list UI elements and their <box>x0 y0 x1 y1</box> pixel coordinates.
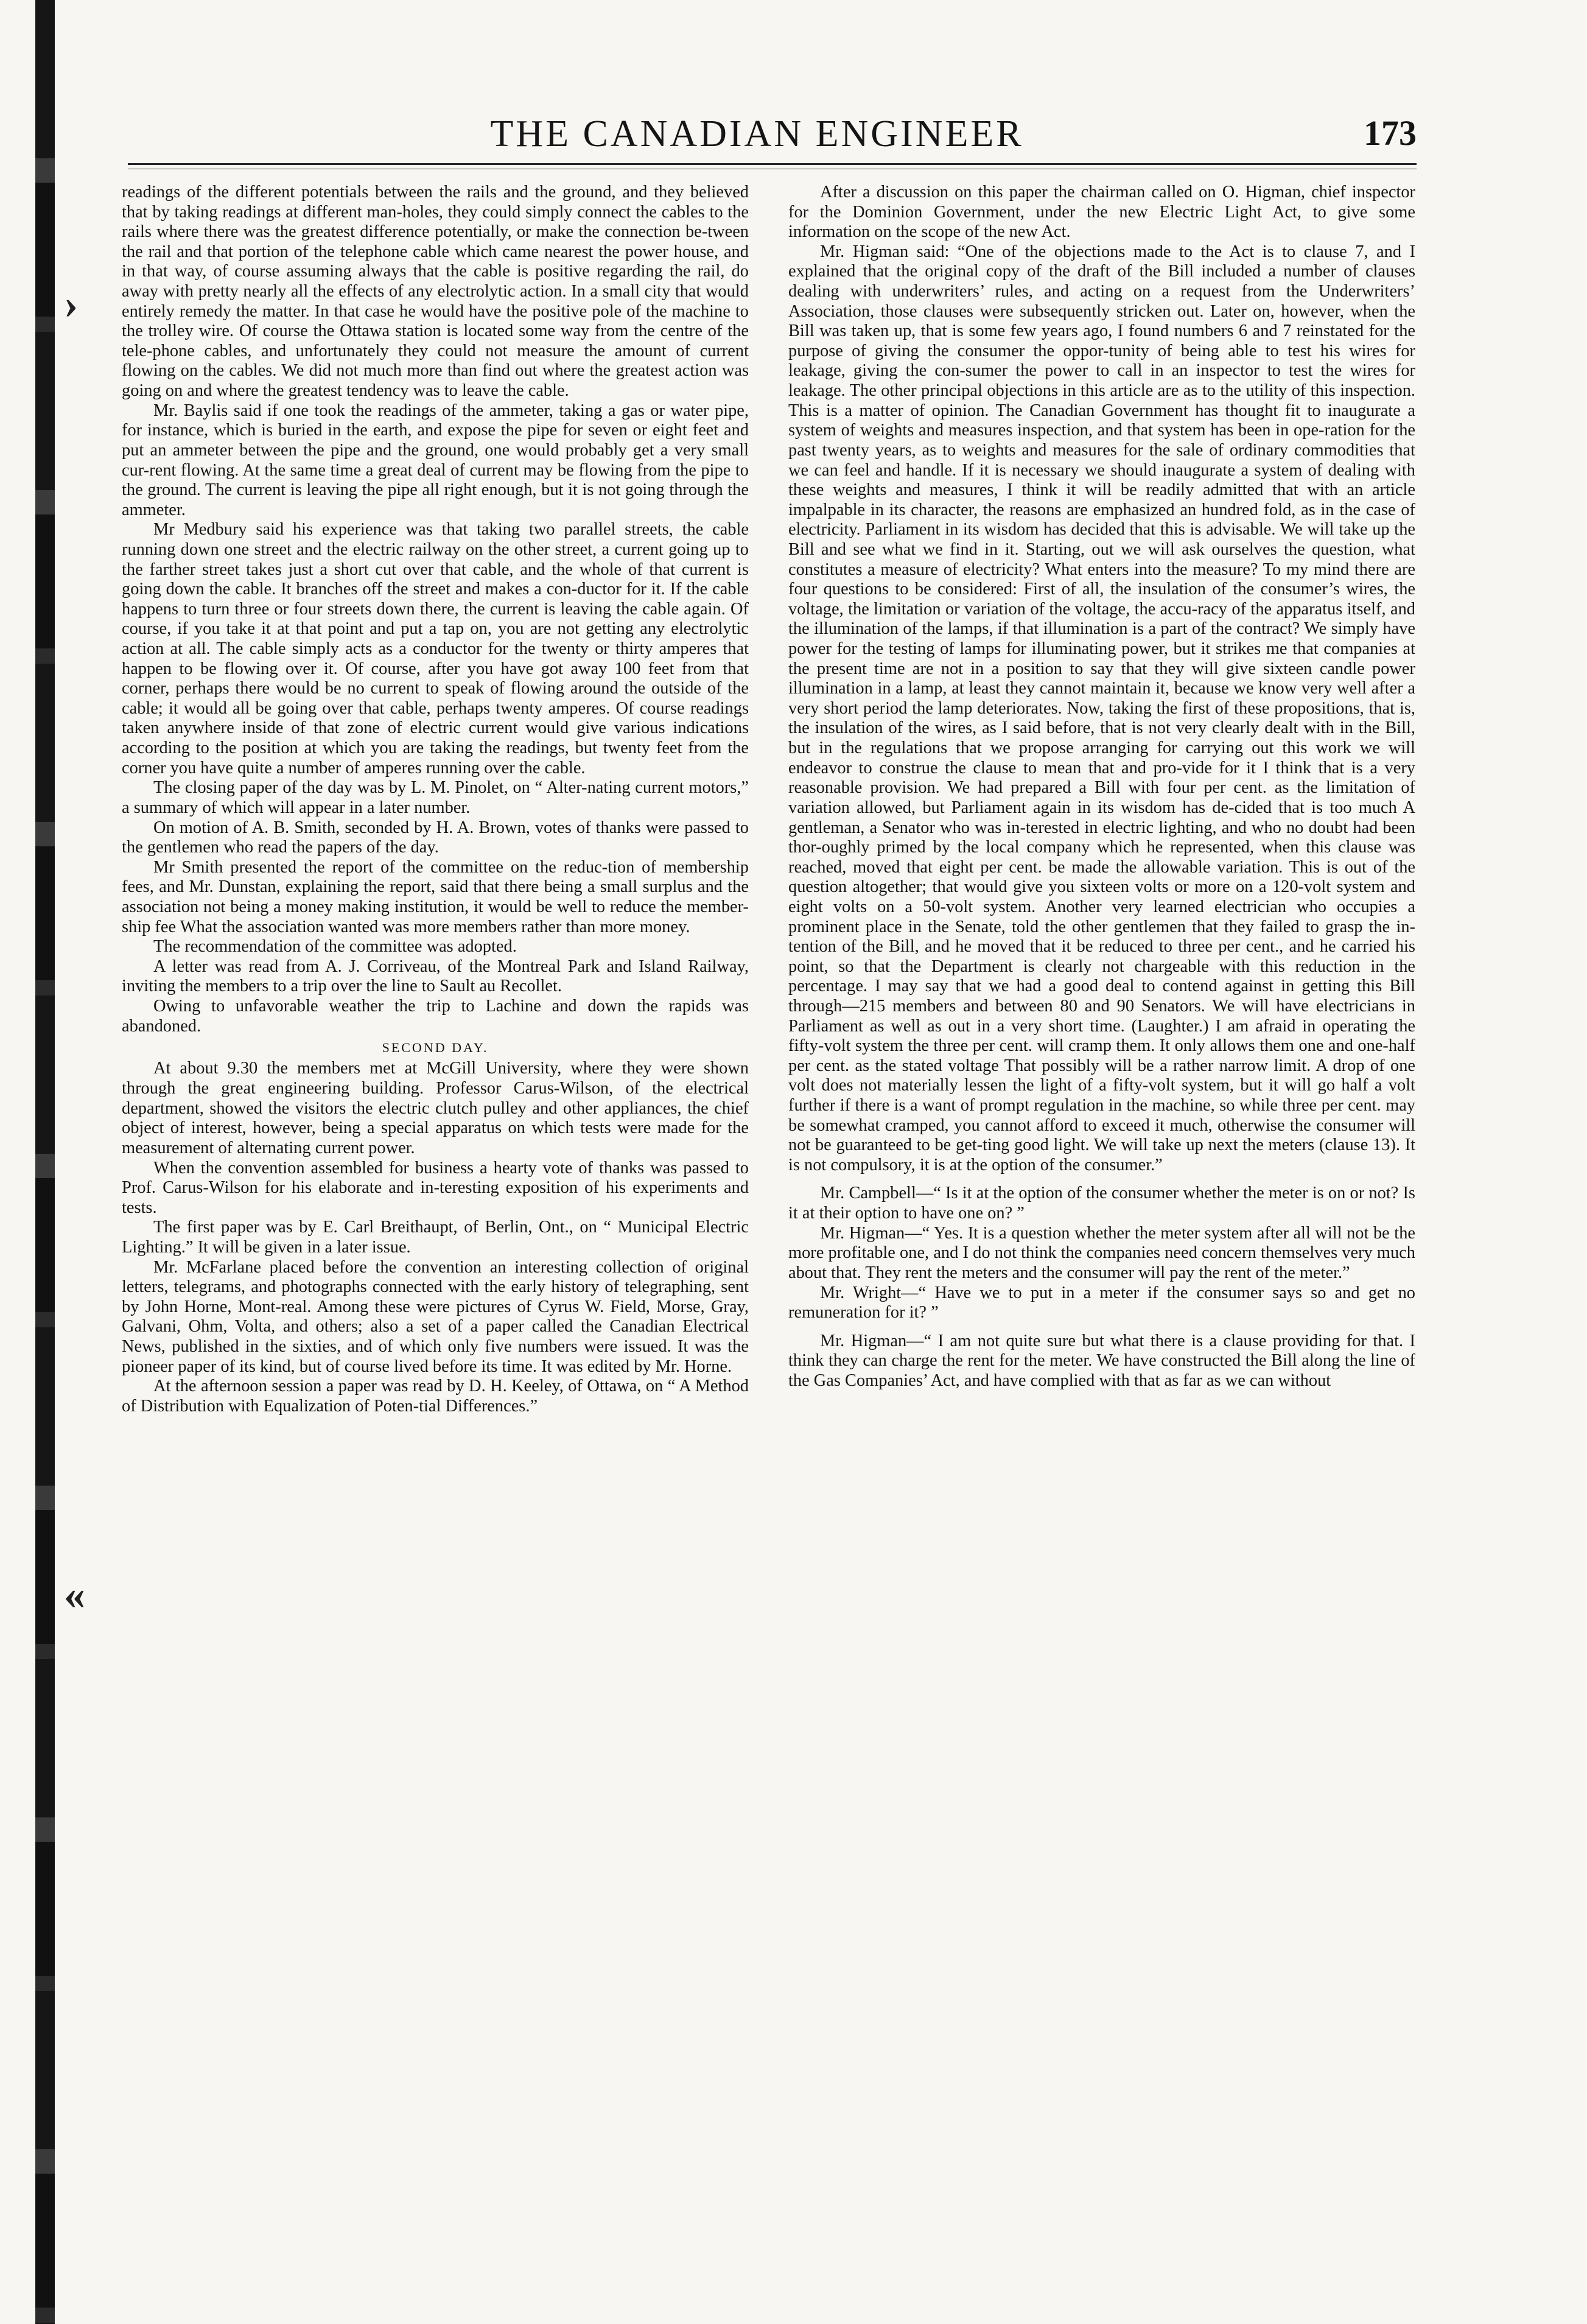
header-rule <box>128 163 1417 169</box>
page-binding-edge <box>35 0 55 2324</box>
paragraph: Mr Smith presented the report of the committee on the reduc-tion of membership fees, and Mr. Dunstan, explaining the report, said that there being a small surplus and the association not being a money making institution, it would be well to reduce the member-ship fee What the association wanted was more members rather than more money. <box>122 857 749 936</box>
paragraph: At about 9.30 the members met at McGill University, where they were shown through the great engineering building. Professor Carus-Wilson, of the electrical department, showed the visitors the electric clutch pulley and other appliances, the chief object of interest, however, being a special apparatus on which tests were made for the measurement of alternating current power. <box>122 1059 749 1157</box>
paragraph: The closing paper of the day was by L. M. Pinolet, on “ Alter-nating current motors,” a summary of which will appear in a later number. <box>122 778 749 817</box>
paragraph: On motion of A. B. Smith, seconded by H. A. Brown, votes of thanks were passed to the gentlemen who read the papers of the day. <box>122 818 749 857</box>
left-column <box>122 183 749 1416</box>
paragraph: Mr. Campbell—“ Is it at the option of the consumer whether the meter is on or not? Is it at their option to have one on? ” <box>788 1184 1415 1223</box>
page-number: 173 <box>1364 113 1417 153</box>
paragraph: readings of the different potentials between the rails and the ground, and they believed that by taking readings at different man-holes, they could simply connect the cables to the rails where there was the greatest difference potentially, or make the connection be-tween the rail and that portion of the telephone cable which came nearest the power house, and in that way, of course assuming always that the cable is positive regarding the rail, do away with pretty nearly all the effects of any electrolytic action. In a small city that would entirely remedy the matter. In that case he would have the positive pole of the machine to the trolley wire. Of course the Ottawa station is located some way from the centre of the tele-phone cables, and unfortunately they could not measure the amount of current flowing on the cables. We did not much more than find out where the greatest action was going on and where the greatest tendency was to leave the cable. <box>122 183 749 401</box>
paragraph: Mr. Higman—“ Yes. It is a question whether the meter system after all will not be the more profitable one, and I do not think the companies need concern themselves very much about that. They rent the meters and the consumer will pay the rent of the meter.” <box>788 1223 1415 1282</box>
paragraph: When the convention assembled for business a hearty vote of thanks was passed to Prof. Carus-Wilson for his elaborate and in-teresting exposition of his experiments and tests. <box>122 1158 749 1217</box>
section-heading: SECOND DAY. <box>382 1040 489 1056</box>
paragraph: Mr. Baylis said if one took the readings of the ammeter, taking a gas or water pipe, for instance, which is buried in the earth, and expose the pipe for seven or eight feet and put an ammeter between the pipe and the ground, one would probably get a very small cur-rent flowing. At the same time a great deal of current may be flowing from the pipe to the ground. The current is leaving the pipe all right enough, but it is not going through the ammeter. <box>122 401 749 519</box>
journal-title: THE CANADIAN ENGINEER <box>490 113 1024 155</box>
paragraph: After a discussion on this paper the chairman called on O. Higman, chief inspector for the Dominion Government, under the new Electric Light Act, to give some information on the scope of the new Act. <box>788 183 1415 242</box>
paragraph: Mr. Wright—“ Have we to put in a meter if the consumer says so and get no remuneration for it? ” <box>788 1283 1415 1322</box>
paragraph: Mr Medbury said his experience was that taking two parallel streets, the cable running down one street and the electric railway on the other street, a current going up to the farther street takes just a short cut over that cable, and the whole of that current is going down the cable. It branches off the street and makes a con-ductor for it. If the cable happens to turn three or four streets down there, the current is leaving the cable again. Of course, if you take it at that point and put a tap on, you are not getting any electrolytic action at all. The cable simply acts as a conductor for the twenty or thirty amperes that happen to be flowing over it. Of course, after you have got away 100 feet from that corner, perhaps there would be no current to speak of flowing around the outside of the cable; it would all be going over that cable, perhaps twenty amperes. Of course readings taken anywhere inside of that zone of electric current would give various indications according to the position at which you are taking the readings, but twenty feet from the corner you have quite a number of amperes running over the cable. <box>122 520 749 778</box>
paragraph: Mr. Higman—“ I am not quite sure but what there is a clause providing for that. I think they can charge the rent for the meter. We have constructed the Bill along the line of the Gas Companies’ Act, and have complied with that as far as we can without <box>788 1331 1415 1390</box>
paragraph: Owing to unfavorable weather the trip to Lachine and down the rapids was abandoned. <box>122 996 749 1036</box>
margin-mark: « <box>64 1571 85 1618</box>
paragraph: At the afternoon session a paper was read by D. H. Keeley, of Ottawa, on “ A Method of Distribution with Equalization of Poten-tial Differences.” <box>122 1377 749 1416</box>
paragraph: The first paper was by E. Carl Breithaupt, of Berlin, Ont., on “ Municipal Electric Lighting.” It will be given in a later issue. <box>122 1218 749 1257</box>
paragraph: A letter was read from A. J. Corriveau, of the Montreal Park and Island Railway, inviting the members to a trip over the line to Sault au Recollet. <box>122 957 749 996</box>
paragraph: Mr. McFarlane placed before the convention an interesting collection of original letters, telegrams, and photographs connected with the early history of telegraphing, sent by John Horne, Mont-real. Among these were pictures of Cyrus W. Field, Morse, Gray, Galvani, Ohm, Volta, and others; also a set of a paper called the Canadian Electrical News, published in the sixties, and of which only five numbers were issued. It was the pioneer paper of its kind, but of course lived before its time. It was edited by Mr. Horne. <box>122 1257 749 1376</box>
paragraph: Mr. Higman said: “One of the objections made to the Act is to clause 7, and I explained that the original copy of the draft of the Bill included a number of clauses dealing with underwriters’ rules, and acting on a request from the Underwriters’ Association, those clauses were subsequently stricken out. Later on, however, when the Bill was taken up, that is some few years ago, I found numbers 6 and 7 reinstated for the purpose of giving the consumer the oppor-tunity of being able to test his wires for leakage, giving the con-sumer the power to call in an inspector to test the wires for leakage. The other principal objections in this article are as to the utility of this inspection. This is a matter of opinion. The Canadian Government has thought fit to inaugurate a system of weights and measures inspection, and that system has been in ope-ration for the past twenty years, as to weights and measures for the sale of ordinary commodities that we can feel and handle. If it is necessary we should inaugurate a system of dealing with these weights and measures, I think it will be readily admitted that with an article impalpable in its character, the reasons are emphasized an hundred fold, as in the case of electricity. Parliament in its wisdom has decided that this is advisable. We will take up the Bill and see what we find in it. Starting, out we will ask ourselves the question, what constitutes a measure of electricity? What enters into the measure? To my mind there are four questions to be considered: First of all, the insulation of the consumer’s wires, the voltage, the limitation or variation of the voltage, the accu-racy of the apparatus itself, and the illumination of the lamps, if that illumination is a part of the contract? We simply have power for the testing of lamps for illuminating power, but it strikes me that companies at the present time are not in a position to say that they will give sixteen candle power illumination in a lamp, at least they cannot maintain it, because we know very well after a very short period the lamp deteriorates. Now, taking the first of these propositions, that is, the insulation of the wires, as I said before, that is not very clearly dealt with in the Bill, but in the regulations that we propose arranging for carrying out this work we will endeavor to construe the clause to mean that and pro-vide for it I think that is a very reasonable provision. We had prepared a Bill with four per cent. as the limitation of variation allowed, but Parliament again in its wisdom has de-cided that is too much A gentleman, a Senator who was in-terested in electric lighting, and who no doubt had been thor-oughly primed by the local company which he represented, when this clause was reached, moved that eight per cent. be made the allowable variation. This is out of the question altogether; that would give you sixteen volts or more on a 120-volt system and eight volts on a 50-volt system. Another very learned electrician who occupies a prominent place in the Senate, told the other gentlemen that they failed to grasp the in-tention of the Bill, and he moved that it be reduced to three per cent., and he carried his point, so that the Department is clearly not chargeable with this reduction in the percentage. I may say that we had a good deal to contend against in getting this Bill through—215 members and between 80 and 90 Senators. We will have electricians in Parliament as well as out in a very short time. (Laughter.) I am afraid in operating the fifty-volt system the three per cent. will cramp them. It only allows them one and one-half per cent. as the stated voltage That possibly will be a rather narrow limit. A drop of one volt does not materially lessen the light of a fifty-volt system, but it will go half a volt further if there is a want of prompt regulation in the machine, so while three per cent. may be somewhat cramped, you cannot afford to exceed it much, otherwise the consumer will not be guaranteed to be get-ting good light. We will take up next the meters (clause 13). It is not compulsory, it is at the option of the consumer.” <box>788 242 1415 1174</box>
paragraph: The recommendation of the committee was adopted. <box>153 937 517 957</box>
right-column <box>788 183 1415 1391</box>
margin-mark: › <box>64 281 79 328</box>
running-head <box>128 113 1417 161</box>
